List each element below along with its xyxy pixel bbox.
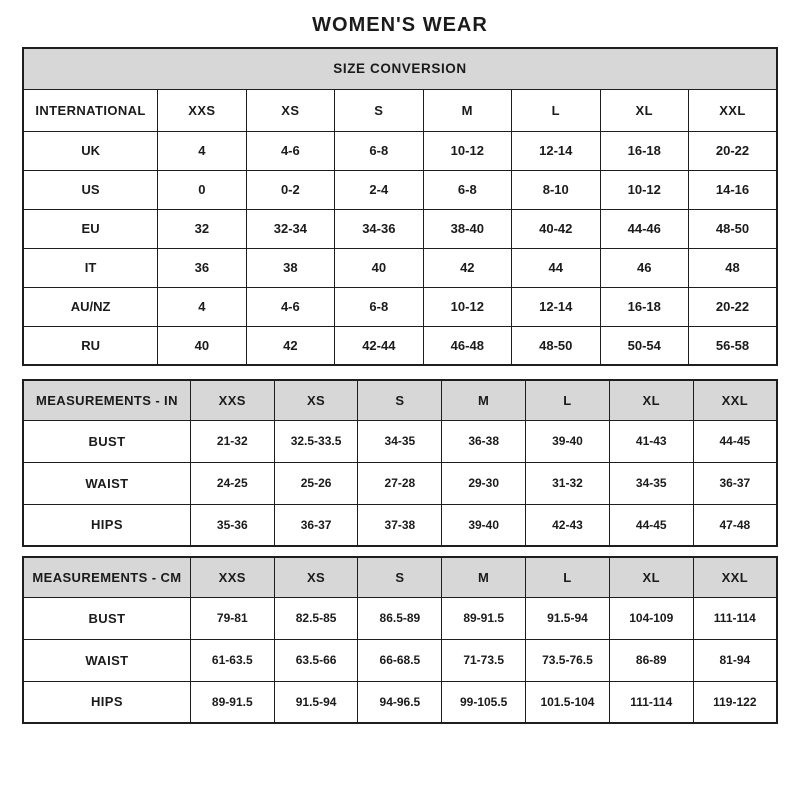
row-label-hips: HIPS — [23, 504, 190, 546]
column-header-m: M — [423, 89, 511, 131]
value-cell: 4-6 — [246, 131, 334, 170]
size-conversion-body — [23, 131, 777, 365]
table-row-us — [23, 170, 777, 209]
value-cell: 50-54 — [600, 326, 688, 365]
value-cell: 37-38 — [358, 504, 442, 546]
measurements-in-header-row — [23, 380, 777, 420]
value-cell: 81-94 — [693, 639, 777, 681]
column-header-l: L — [526, 557, 610, 597]
value-cell: 32-34 — [246, 209, 334, 248]
value-cell: 48 — [688, 248, 777, 287]
value-cell: 27-28 — [358, 462, 442, 504]
value-cell: 47-48 — [693, 504, 777, 546]
page-title: WOMEN'S WEAR — [312, 14, 488, 36]
column-header-measurements-cm: MEASUREMENTS - CM — [23, 557, 190, 597]
column-header-xs: XS — [246, 89, 334, 131]
value-cell: 71-73.5 — [442, 639, 526, 681]
value-cell: 12-14 — [512, 287, 600, 326]
value-cell: 42-43 — [526, 504, 610, 546]
value-cell: 111-114 — [609, 681, 693, 723]
table-row-hips — [23, 681, 777, 723]
column-header-m: M — [442, 380, 526, 420]
column-header-xs: XS — [274, 380, 358, 420]
value-cell: 34-35 — [358, 420, 442, 462]
value-cell: 44-45 — [693, 420, 777, 462]
value-cell: 40-42 — [512, 209, 600, 248]
value-cell: 4-6 — [246, 287, 334, 326]
column-header-xxs: XXS — [190, 557, 274, 597]
value-cell: 6-8 — [423, 170, 511, 209]
value-cell: 99-105.5 — [442, 681, 526, 723]
column-header-xl: XL — [600, 89, 688, 131]
value-cell: 86-89 — [609, 639, 693, 681]
value-cell: 14-16 — [688, 170, 777, 209]
value-cell: 29-30 — [442, 462, 526, 504]
column-header-international: INTERNATIONAL — [23, 89, 158, 131]
value-cell: 61-63.5 — [190, 639, 274, 681]
value-cell: 41-43 — [609, 420, 693, 462]
value-cell: 4 — [158, 131, 246, 170]
value-cell: 24-25 — [190, 462, 274, 504]
column-header-xl: XL — [609, 380, 693, 420]
column-header-s: S — [358, 557, 442, 597]
column-header-l: L — [512, 89, 600, 131]
value-cell: 0 — [158, 170, 246, 209]
value-cell: 48-50 — [688, 209, 777, 248]
value-cell: 21-32 — [190, 420, 274, 462]
column-header-xxs: XXS — [158, 89, 246, 131]
value-cell: 89-91.5 — [190, 681, 274, 723]
value-cell: 4 — [158, 287, 246, 326]
size-conversion-title: SIZE CONVERSION — [23, 48, 777, 89]
value-cell: 12-14 — [512, 131, 600, 170]
value-cell: 119-122 — [693, 681, 777, 723]
value-cell: 38 — [246, 248, 334, 287]
value-cell: 86.5-89 — [358, 597, 442, 639]
table-row-hips — [23, 504, 777, 546]
value-cell: 36-37 — [274, 504, 358, 546]
row-label-bust: BUST — [23, 597, 190, 639]
value-cell: 56-58 — [688, 326, 777, 365]
value-cell: 10-12 — [423, 287, 511, 326]
column-header-xl: XL — [609, 557, 693, 597]
size-conversion-table — [22, 47, 778, 366]
row-label-ru: RU — [23, 326, 158, 365]
value-cell: 25-26 — [274, 462, 358, 504]
row-label-au-nz: AU/NZ — [23, 287, 158, 326]
value-cell: 104-109 — [609, 597, 693, 639]
value-cell: 91.5-94 — [526, 597, 610, 639]
table-row-eu — [23, 209, 777, 248]
column-header-xxl: XXL — [688, 89, 777, 131]
column-header-xxl: XXL — [693, 557, 777, 597]
row-label-eu: EU — [23, 209, 158, 248]
value-cell: 101.5-104 — [526, 681, 610, 723]
value-cell: 111-114 — [693, 597, 777, 639]
table-row-it — [23, 248, 777, 287]
table-row-au-nz — [23, 287, 777, 326]
value-cell: 38-40 — [423, 209, 511, 248]
value-cell: 8-10 — [512, 170, 600, 209]
measurements-cm-table — [22, 556, 778, 724]
value-cell: 40 — [335, 248, 423, 287]
value-cell: 36-37 — [693, 462, 777, 504]
value-cell: 20-22 — [688, 131, 777, 170]
row-label-uk: UK — [23, 131, 158, 170]
value-cell: 10-12 — [423, 131, 511, 170]
measurements-cm-body — [23, 597, 777, 723]
value-cell: 34-35 — [609, 462, 693, 504]
table-row-uk — [23, 131, 777, 170]
row-label-waist: WAIST — [23, 462, 190, 504]
value-cell: 42 — [423, 248, 511, 287]
value-cell: 31-32 — [526, 462, 610, 504]
value-cell: 94-96.5 — [358, 681, 442, 723]
column-header-s: S — [358, 380, 442, 420]
page — [22, 14, 778, 724]
column-header-xxl: XXL — [693, 380, 777, 420]
measurements-cm-header-row — [23, 557, 777, 597]
measurements-in-body — [23, 420, 777, 546]
value-cell: 40 — [158, 326, 246, 365]
value-cell: 66-68.5 — [358, 639, 442, 681]
column-header-m: M — [442, 557, 526, 597]
value-cell: 36-38 — [442, 420, 526, 462]
table-row-bust — [23, 420, 777, 462]
table-row-waist — [23, 639, 777, 681]
value-cell: 32.5-33.5 — [274, 420, 358, 462]
value-cell: 73.5-76.5 — [526, 639, 610, 681]
column-header-xxs: XXS — [190, 380, 274, 420]
value-cell: 6-8 — [335, 287, 423, 326]
value-cell: 36 — [158, 248, 246, 287]
value-cell: 16-18 — [600, 131, 688, 170]
measurements-in-table — [22, 379, 778, 547]
value-cell: 44 — [512, 248, 600, 287]
row-label-hips: HIPS — [23, 681, 190, 723]
value-cell: 6-8 — [335, 131, 423, 170]
value-cell: 0-2 — [246, 170, 334, 209]
row-label-it: IT — [23, 248, 158, 287]
value-cell: 46-48 — [423, 326, 511, 365]
value-cell: 35-36 — [190, 504, 274, 546]
value-cell: 32 — [158, 209, 246, 248]
row-label-us: US — [23, 170, 158, 209]
value-cell: 2-4 — [335, 170, 423, 209]
value-cell: 16-18 — [600, 287, 688, 326]
table-row-waist — [23, 462, 777, 504]
column-header-xs: XS — [274, 557, 358, 597]
value-cell: 63.5-66 — [274, 639, 358, 681]
value-cell: 46 — [600, 248, 688, 287]
value-cell: 91.5-94 — [274, 681, 358, 723]
value-cell: 39-40 — [526, 420, 610, 462]
row-label-bust: BUST — [23, 420, 190, 462]
column-header-measurements-in: MEASUREMENTS - IN — [23, 380, 190, 420]
value-cell: 44-46 — [600, 209, 688, 248]
value-cell: 48-50 — [512, 326, 600, 365]
column-header-s: S — [335, 89, 423, 131]
value-cell: 20-22 — [688, 287, 777, 326]
table-row-bust — [23, 597, 777, 639]
column-header-l: L — [526, 380, 610, 420]
table-row-ru — [23, 326, 777, 365]
size-conversion-column-header-row — [23, 89, 777, 131]
value-cell: 34-36 — [335, 209, 423, 248]
value-cell: 42 — [246, 326, 334, 365]
value-cell: 79-81 — [190, 597, 274, 639]
row-label-waist: WAIST — [23, 639, 190, 681]
value-cell: 82.5-85 — [274, 597, 358, 639]
value-cell: 44-45 — [609, 504, 693, 546]
size-conversion-banner-row — [23, 48, 777, 89]
value-cell: 89-91.5 — [442, 597, 526, 639]
value-cell: 10-12 — [600, 170, 688, 209]
value-cell: 42-44 — [335, 326, 423, 365]
value-cell: 39-40 — [442, 504, 526, 546]
